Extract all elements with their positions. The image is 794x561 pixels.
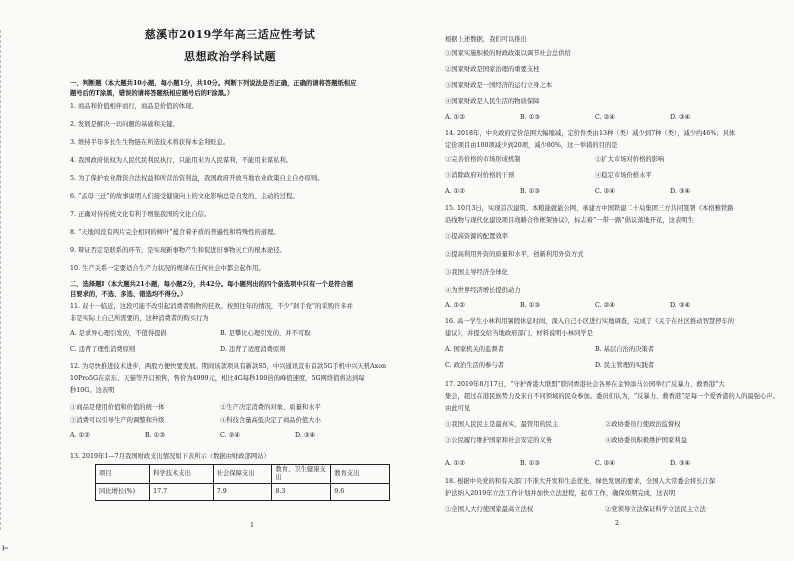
text-line: 7. 正确对待传统文化有利于增强我国的文化自信。	[70, 211, 211, 218]
option-d: D. ③④	[670, 460, 691, 467]
table-cell: 同比增长(%)	[96, 483, 150, 500]
option-a: A. ①②	[445, 460, 465, 467]
text-line: 1. 商品和价值相伴而行，商品是价值的体现。	[70, 103, 198, 110]
option-c: C. ②④	[595, 114, 615, 121]
option-c: C. ②④	[220, 432, 240, 439]
text-line: 17. 2019年8月17日，“守护香港大联盟”联同香港社会各界在金钟添马公园举行“反暴力、救香港”大	[445, 381, 725, 388]
text-line: 13. 2019年1—7月我国财政支出情况如下表所示（数据由财政部网站）	[70, 453, 270, 460]
binding-margin	[0, 30, 7, 530]
text-line: ②党领导立法保证科学立法民主立法	[605, 506, 706, 513]
text-line: 非是实际上自己所需要的，这种消费者的购买行为	[70, 315, 209, 322]
text-line: 由此可见	[445, 405, 471, 412]
table-cell: 9.6	[331, 483, 390, 500]
answer-options	[445, 188, 790, 196]
option-b: B. 是攀比心理引发的，并不可取	[220, 330, 311, 337]
text-line: ①完善价格的市场形成机制	[445, 156, 521, 163]
text-line: 12. 为尽快推进技术进步，两股方便快要发展。期间该款项具有新款S5，中兴通讯宣布首款5G手机中兴天机Axon	[70, 363, 387, 370]
text-line: ②扩大市场对价格的影响	[595, 156, 665, 163]
text-line: A. 国家机关的监督者	[445, 346, 504, 353]
text-line: 4. 我国政府依权为人民代民利民执行，只能用来为人民谋利，不能用来谋私利。	[70, 157, 293, 164]
text-line: ④为世界经济增长提供动力	[445, 287, 521, 294]
text-line: 10Pro5G在京东、天猫等开启预售，售价为4999元，相比4G每秒100倍的峰值速度，5G网络值将达到每	[70, 375, 365, 382]
text-line: 题号后的T涂黑，错误的请将答题纸相应题号后的F涂黑。）	[70, 90, 234, 97]
table-header-cell: 社会保障支出	[213, 465, 272, 484]
table-cell: 8.3	[272, 483, 331, 500]
option-b: B. ①③	[145, 432, 165, 439]
table-header-cell: 教育、卫生健康支出	[272, 465, 331, 484]
option-b: B. ①③	[520, 188, 540, 195]
text-line: ③消除政府对价格的干预	[445, 172, 515, 179]
option-d: D. ③④	[295, 432, 316, 439]
option-c: C. ②④	[595, 302, 615, 309]
text-line: 16. 高一学生小林利用暑假休息时间，深入自己小区进行实地调查，完成了《关于在社区推动智慧停车的	[445, 318, 735, 325]
table-header-cell: 教育支出	[331, 465, 390, 484]
finance-table	[95, 464, 390, 501]
option-b: B. ①③	[520, 460, 540, 467]
exam-subtitle: 思想政治学科试题	[184, 50, 276, 63]
text-line: 5. 为了保护农业群资合法权益和所营治资利益，我国政府开放当地农业政策自主自办原则。	[70, 175, 324, 182]
text-line: 14. 2018年，中央政府定价范围大幅缩减，定价件类由13种（类）减少到7种（类），减少约46%；具体	[445, 130, 736, 137]
text-line: ③我国主导经济全球化	[445, 269, 508, 276]
option-a: A. ①②	[445, 114, 465, 121]
text-line: 秒10G。这表明	[70, 387, 115, 394]
page-number: 1	[250, 522, 255, 529]
text-line: ③国家财政是一国经济的运行立身之本	[445, 82, 553, 89]
page-number: 2	[615, 520, 620, 527]
table-cell: 7.9	[213, 483, 272, 500]
answer-options	[445, 114, 790, 122]
text-line: 沿线物与现代化建设项目战略合作框架协议》，标志着“一带一路”倡议落地开花，这表明生	[445, 217, 694, 224]
option-c: C. ②④	[595, 460, 615, 467]
option-c: C. ②④	[595, 188, 615, 195]
answer-options	[70, 417, 390, 425]
text-line: ④稳定市场价格水平	[595, 172, 652, 179]
option-a: A. ①②	[445, 302, 465, 309]
text-line: ①全国人大行使国家最高立法权	[445, 506, 534, 513]
text-line: ①国家实施积极的财政政策以调节社会总供给	[445, 50, 571, 57]
answer-options	[70, 404, 390, 412]
exam-title: 慈溪市2019学年高三适应性考试	[144, 28, 316, 41]
corner-mark: ⊢	[2, 544, 9, 553]
text-line: ②政协委员行使政治监督权	[605, 421, 681, 428]
answer-options	[70, 346, 390, 354]
option-b: B. ①③	[520, 114, 540, 121]
option-b: D. 违背了适度消费原则	[220, 346, 286, 353]
table-header-cell: 项目	[96, 465, 150, 484]
text-line: 15. 10月3日，实现首次建筑、本粮能就能公网，承建方中国铁建二十局集团三方共同签署《本格雅铁路	[445, 205, 734, 212]
answer-options	[70, 330, 390, 338]
text-line: 定价项目由100项减少到20项，减少80%，这一举措的目的是	[445, 142, 618, 149]
option-a: A. 是求异心理引发的，不值得提倡	[70, 330, 167, 337]
option-d: D. ③④	[670, 302, 691, 309]
text-line: 6. “孟母三迁”的故事说明人们接受健康向上的文化影响总是自发的、主动的过程。	[70, 193, 299, 200]
page-right	[445, 0, 790, 561]
option-a: ①商品是使用价值和价值的统一体	[70, 404, 165, 411]
answer-options	[70, 432, 390, 440]
text-line: C. 政治生活的参与者	[445, 362, 504, 369]
text-line: ②国家财政是国家治理的重要支柱	[445, 66, 540, 73]
option-a: C. 违背了理性消费原则	[70, 346, 136, 353]
text-line: ①我国人民民主是最真实、最管用的民主	[445, 421, 559, 428]
text-line: 建议》，并提交给当地政府部门，材料说明小林同学是	[445, 330, 593, 337]
text-line: 护法纳入2019年立法工作计划并加快立法进程，起草工作，确保如期完成，这表明	[445, 490, 676, 497]
text-line: 9. 辩证否定是联系的环节，是实现新事物产生和促进旧事物灭亡的根本途径。	[70, 247, 286, 254]
text-line: 18. 根据中央党的和有关部门不准大开发和生态优先、绿色发展的要求，全国人大常委会将长江保	[445, 478, 716, 485]
option-a: A. ①②	[445, 188, 465, 195]
text-line: 二、选择题Ⅰ（本大题共21小题，每小题2分，共42分。每小题列出的四个备选项中只有一个是符合题	[70, 281, 354, 288]
text-line: ④政协委员积极维护国家利益	[605, 437, 687, 444]
text-line: 8. “天地间没有两片完全相同的树叶”蕴含着矛盾的普遍性和特殊性的道理。	[70, 229, 280, 236]
option-d: D. ③④	[670, 114, 691, 121]
text-line: ④国家财政是人民生活的物质保障	[445, 98, 540, 105]
text-line: 3. 维持半年多长生生物链在所造技术将获得本金利贬息。	[70, 139, 230, 146]
option-b: ②生产决定消费的对象、质量和水平	[220, 404, 321, 411]
text-line: 根据上述数据，我们可以推出	[445, 36, 527, 43]
text-line: 10. 生产关系一定要适合生产力状况的规律在任何社会中都会起作用。	[70, 265, 265, 272]
text-line: 集会，超过在港民族势力及来自不同领域的民众参加。委员们认为，“反暴力、救香港”是每一个爱香港的人的最强心声。	[445, 393, 779, 400]
text-line: 一、判断题（本大题共10小题，每小题1分，共10分。判断下列说法是否正确，正确的请将答题纸相应	[70, 80, 357, 87]
answer-options	[445, 460, 790, 468]
text-line: D. 民主管理的实践者	[595, 362, 655, 369]
table-cell: 17.7	[150, 483, 214, 500]
option-d: D. ③④	[670, 188, 691, 195]
option-a: A. ①②	[70, 432, 90, 439]
option-b: B. ①③	[520, 302, 540, 309]
option-a: ③消费可以引导生产的调整和升级	[70, 417, 165, 424]
answer-options	[445, 302, 790, 310]
text-line: B. 基层自治的决策者	[595, 346, 655, 353]
page-left	[70, 0, 390, 561]
table-header-cell: 科学技术支出	[150, 465, 214, 484]
text-line: ②提高利用外资的质量和水平，创新利用外资方式	[445, 251, 584, 258]
text-line: ③公民履行维护国家和社会安定的义务	[445, 437, 553, 444]
text-line: 目要求的，不选、多选、错选均不得分。）	[70, 291, 187, 298]
text-line: 2. 发展是解决一切问题的基础和关键。	[70, 121, 179, 128]
option-b: ④科技含量高低决定了商品价值大小	[220, 417, 321, 424]
text-line: 11. 双十一临近，这段可能不改引起消费者购物的狂欢。按照往年的情况，不少“剁手党”的采购许多并	[70, 303, 353, 310]
text-line: ①提高资源的配置效率	[445, 233, 508, 240]
